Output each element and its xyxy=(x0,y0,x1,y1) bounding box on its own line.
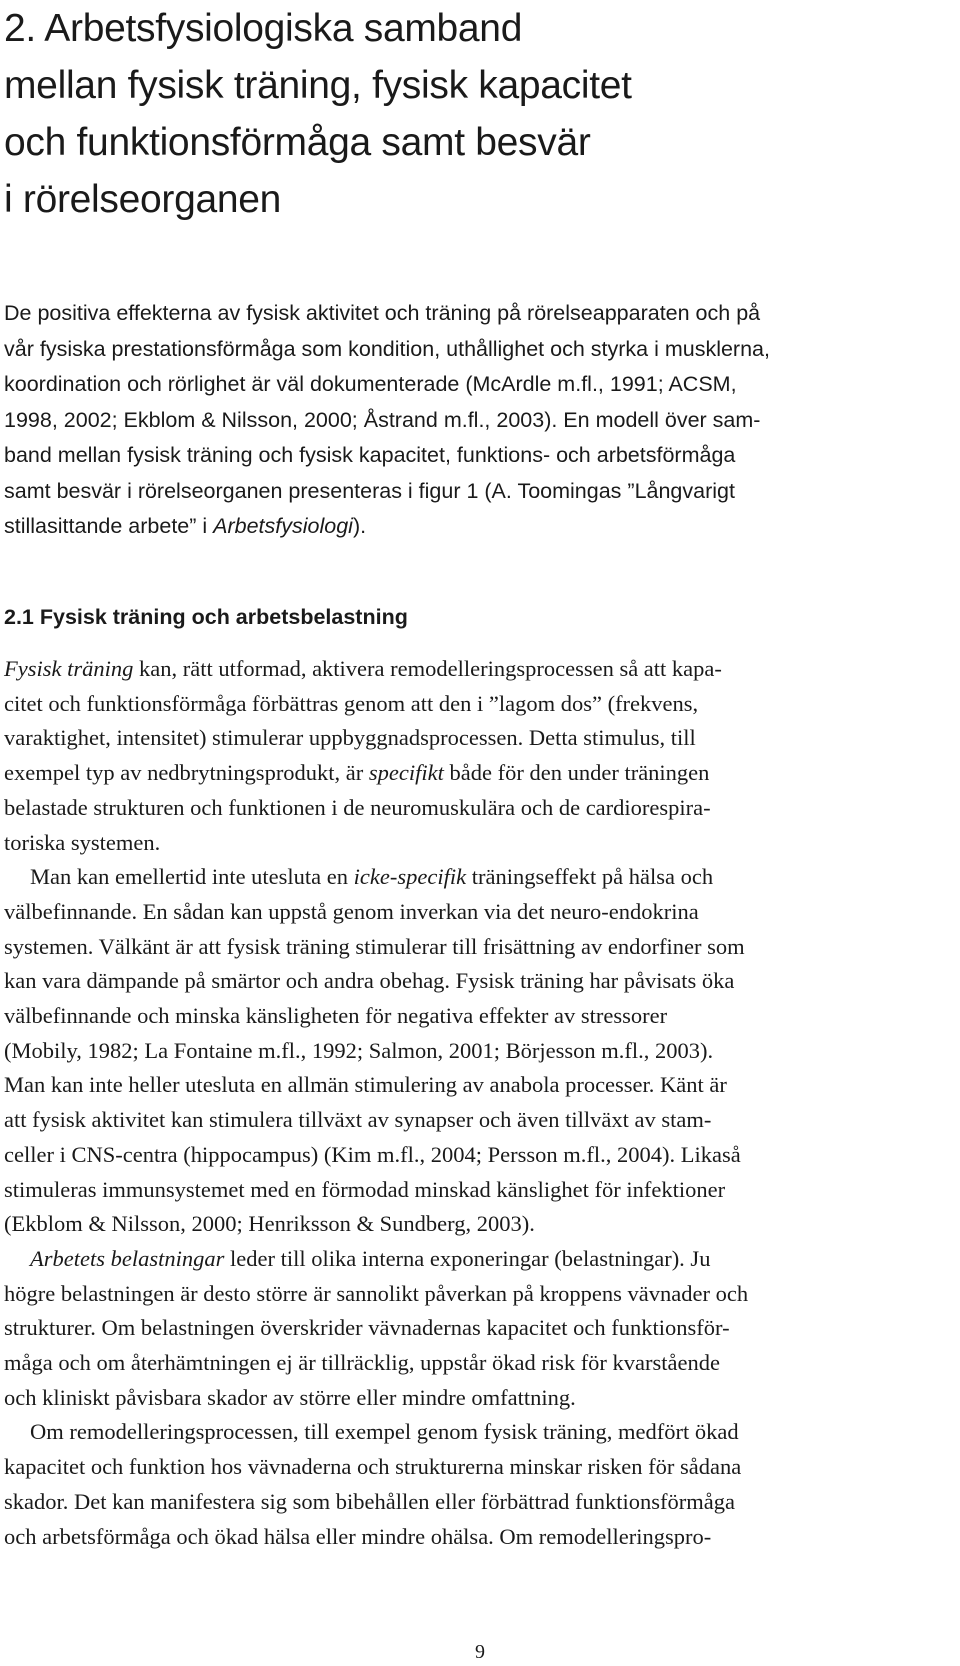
text-line xyxy=(4,791,954,826)
text-run: att fysisk aktivitet kan stimulera tillväxt av synapser och även tillväxt av stam- xyxy=(4,1107,712,1133)
chapter-title xyxy=(4,0,944,228)
text-run: citet och funktionsförmåga förbättras genom att den i ”lagom dos” (frekvens, xyxy=(4,690,699,716)
text-line xyxy=(4,1207,954,1242)
text-line xyxy=(4,1415,954,1450)
text-run: (Mobily, 1982; La Fontaine m.fl., 1992; Salmon, 2001; Börjesson m.fl., 2003). xyxy=(4,1037,714,1063)
text-line xyxy=(4,509,944,545)
text-run: välbefinnande och minska känsligheten för negativa effekter av stressorer xyxy=(4,1003,668,1029)
text-line xyxy=(4,964,954,999)
text-line xyxy=(4,367,944,403)
text-line xyxy=(4,1034,954,1069)
text-line xyxy=(4,1173,954,1208)
text-run: måga och om återhämtningen ej är tillräcklig, uppstår ökad risk för kvarstående xyxy=(4,1350,721,1376)
page-number: 9 xyxy=(475,1641,485,1663)
text-line xyxy=(4,756,954,791)
text-run: exempel typ av nedbrytningsprodukt, är xyxy=(4,760,369,786)
text-run: ). xyxy=(352,514,367,538)
text-line xyxy=(4,1381,954,1416)
italic-text: specifikt xyxy=(368,760,444,786)
text-run: koordination och rörlighet är väl dokumenterade (McArdle m.fl., 1991; ACSM, xyxy=(4,372,737,396)
text-run: Man kan emellertid inte utesluta en xyxy=(30,864,354,890)
text-run: kan vara dämpande på smärtor och andra obehag. Fysisk träning har påvisats öka xyxy=(4,968,735,994)
text-run: strukturer. Om belastningen överskrider vävnadernas kapacitet och funktionsför- xyxy=(4,1315,730,1341)
chapter-title-line: och funktionsförmåga samt besvär xyxy=(4,121,591,164)
text-line xyxy=(4,1138,954,1173)
text-run: systemen. Välkänt är att fysisk träning stimulerar till frisättning av endorfiner som xyxy=(4,933,745,959)
text-line xyxy=(4,1068,954,1103)
text-line xyxy=(4,403,944,439)
text-run: 1998, 2002; Ekblom & Nilsson, 2000; Åstrand m.fl., 2003). En modell över sam- xyxy=(4,407,761,432)
text-run: vår fysiska prestationsförmåga som kondition, uthållighet och styrka i musklerna, xyxy=(4,336,770,361)
text-run: celler i CNS-centra (hippocampus) (Kim m.fl., 2004; Persson m.fl., 2004). Likaså xyxy=(4,1141,741,1167)
text-run: både för den under träningen xyxy=(443,760,710,786)
text-line xyxy=(4,1103,954,1138)
text-line xyxy=(4,1520,954,1555)
text-run: stillasittande arbete” i xyxy=(4,514,214,538)
chapter-title-line: mellan fysisk träning, fysisk kapacitet xyxy=(4,64,632,107)
text-run: skador. Det kan manifestera sig som bibehållen eller förbättrad funktionsförmåga xyxy=(4,1488,736,1514)
body-text xyxy=(4,652,954,1554)
intro-paragraph xyxy=(4,296,944,545)
text-line xyxy=(4,999,954,1034)
text-line xyxy=(4,1346,954,1381)
text-run: välbefinnande. En sådan kan uppstå genom inverkan via det neuro-endokrina xyxy=(4,898,699,924)
text-run: leder till olika interna exponeringar (belastningar). Ju xyxy=(224,1245,711,1271)
section-heading: 2.1 Fysisk träning och arbetsbelastning xyxy=(4,605,408,629)
italic-text: Arbetets belastningar xyxy=(30,1245,225,1271)
text-run: band mellan fysisk träning och fysisk kapacitet, funktions- och arbetsförmåga xyxy=(4,443,736,467)
text-line xyxy=(4,930,954,965)
text-run: träningseffekt på hälsa och xyxy=(466,864,714,890)
text-line xyxy=(4,474,944,510)
text-run: stimuleras immunsystemet med en förmodad minskad känslighet för infektioner xyxy=(4,1176,726,1202)
text-line xyxy=(4,1242,954,1277)
italic-text: Arbetsfysiologi xyxy=(213,514,353,538)
italic-text: icke-specifik xyxy=(353,864,467,890)
text-run: och kliniskt påvisbara skador av större eller mindre omfattning. xyxy=(4,1384,576,1410)
text-run: och arbetsförmåga och ökad hälsa eller mindre ohälsa. Om remodelleringspro- xyxy=(4,1523,712,1549)
text-run: kan, rätt utformad, aktivera remodelleringsprocessen så att kapa- xyxy=(133,656,722,681)
text-line xyxy=(4,332,944,368)
text-line xyxy=(4,687,954,722)
text-run: Om remodelleringsprocessen, till exempel genom fysisk träning, medfört ökad xyxy=(30,1419,739,1445)
text-line xyxy=(4,895,954,930)
text-line xyxy=(4,721,954,756)
text-run: varaktighet, intensitet) stimulerar uppbyggnadsprocessen. Detta stimulus, till xyxy=(4,725,696,751)
text-line xyxy=(4,1277,954,1312)
text-line xyxy=(4,652,954,687)
chapter-title-line: i rörelseorganen xyxy=(4,178,282,221)
text-run: De positiva effekterna av fysisk aktivitet och träning på rörelseapparaten och på xyxy=(4,301,761,325)
text-run: toriska systemen. xyxy=(4,829,161,855)
text-run: belastade strukturen och funktionen i de neuromuskulära och de cardiorespira- xyxy=(4,794,711,820)
chapter-title-line: 2. Arbetsfysiologiska samband xyxy=(4,7,523,50)
text-run: samt besvär i rörelseorganen presenteras i figur 1 (A. Toomingas ”Långvarigt xyxy=(4,478,735,503)
text-line xyxy=(4,1450,954,1485)
text-run: högre belastningen är desto större är sannolikt påverkan på kroppens vävnader och xyxy=(4,1280,749,1306)
text-run: (Ekblom & Nilsson, 2000; Henriksson & Sundberg, 2003). xyxy=(4,1211,535,1237)
text-line xyxy=(4,296,944,332)
text-line xyxy=(4,1485,954,1520)
text-run: kapacitet och funktion hos vävnaderna och strukturerna minskar risken för sådana xyxy=(4,1454,742,1480)
italic-text: Fysisk träning xyxy=(4,656,134,681)
text-line xyxy=(4,438,944,474)
text-line xyxy=(4,1311,954,1346)
text-line xyxy=(4,860,954,895)
text-run: Man kan inte heller utesluta en allmän stimulering av anabola processer. Känt är xyxy=(4,1072,727,1098)
text-line xyxy=(4,826,954,861)
